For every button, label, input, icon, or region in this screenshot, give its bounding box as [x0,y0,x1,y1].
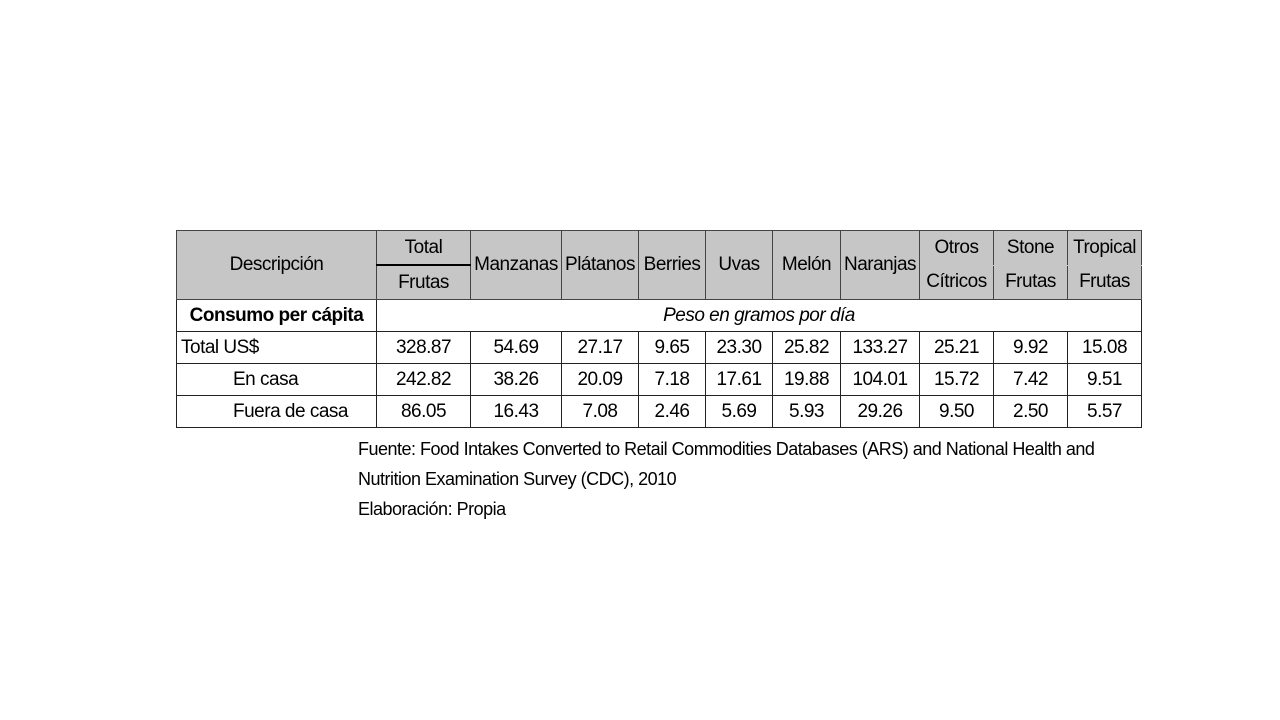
table-cell: 9.51 [1068,364,1142,396]
section-label: Consumo per cápita [177,300,377,332]
table-cell: 9.50 [920,396,994,428]
source-note-line2: Nutrition Examination Survey (CDC), 2010 [358,469,677,489]
header-descripcion: Descripción [177,231,377,300]
header-total-top: Total [377,231,471,266]
table-cell: 27.17 [562,332,639,364]
header-naranjas: Naranjas [841,231,920,300]
header-stone-bottom: Frutas [994,265,1068,300]
header-berries: Berries [639,231,706,300]
table-cell: 25.82 [773,332,841,364]
table-cell: 15.08 [1068,332,1142,364]
table-cell: 5.69 [706,396,773,428]
header-otros-bottom: Cítricos [920,265,994,300]
table-cell: 29.26 [841,396,920,428]
table-cell: 9.65 [639,332,706,364]
table-cell: 38.26 [471,364,562,396]
header-platanos: Plátanos [562,231,639,300]
table-cell: 133.27 [841,332,920,364]
table-cell: 7.08 [562,396,639,428]
table-cell: 7.18 [639,364,706,396]
table-cell: 104.01 [841,364,920,396]
row-label: En casa [177,364,377,396]
table-cell: 17.61 [706,364,773,396]
header-row-top [177,231,1142,266]
row-label: Total US$ [177,332,377,364]
table-cell: 9.92 [994,332,1068,364]
table-cell: 23.30 [706,332,773,364]
header-manzanas: Manzanas [471,231,562,300]
header-stone-top: Stone [994,231,1068,266]
table-row [177,396,1142,428]
header-uvas: Uvas [706,231,773,300]
table-cell: 19.88 [773,364,841,396]
table-cell: 15.72 [920,364,994,396]
table-cell: 16.43 [471,396,562,428]
table-row [177,332,1142,364]
table-cell: 328.87 [377,332,471,364]
consumption-table-container [176,230,1142,428]
source-note-line1: Fuente: Food Intakes Converted to Retail Commodities Databases (ARS) and National Health and [358,439,1095,459]
table-cell: 2.50 [994,396,1068,428]
table-cell: 5.57 [1068,396,1142,428]
table-cell: 25.21 [920,332,994,364]
section-unit: Peso en gramos por día [377,300,1142,332]
table-notes [358,434,1094,524]
table-cell: 20.09 [562,364,639,396]
table-cell: 54.69 [471,332,562,364]
header-tropical-top: Tropical [1068,231,1142,266]
header-tropical-bottom: Frutas [1068,265,1142,300]
elaboration-note: Elaboración: Propia [358,499,506,519]
table-row [177,364,1142,396]
fruit-consumption-table [176,230,1142,428]
header-otros-top: Otros [920,231,994,266]
table-cell: 5.93 [773,396,841,428]
table-cell: 7.42 [994,364,1068,396]
header-melon: Melón [773,231,841,300]
section-row [177,300,1142,332]
table-cell: 2.46 [639,396,706,428]
table-cell: 242.82 [377,364,471,396]
header-total-bottom: Frutas [377,265,471,300]
table-cell: 86.05 [377,396,471,428]
row-label: Fuera de casa [177,396,377,428]
